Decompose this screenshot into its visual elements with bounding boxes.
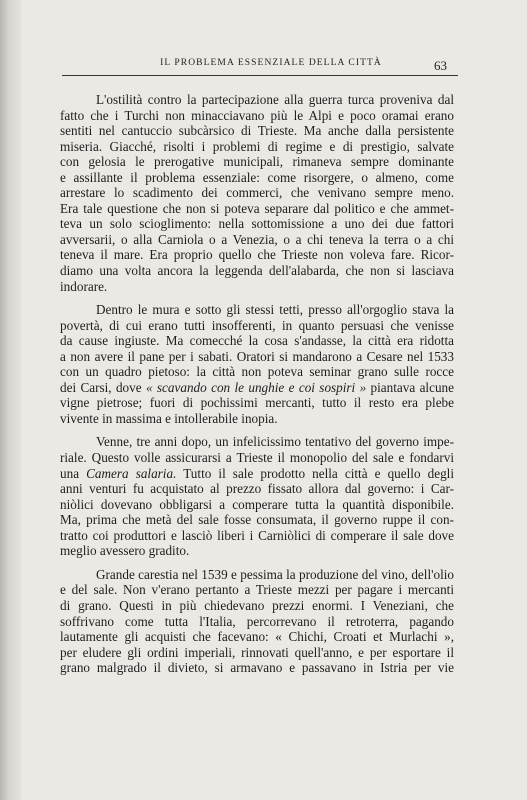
text-line: per eludere gli ordini imperiali, rinnovati quell'anno, e per esportare il bbox=[60, 644, 454, 660]
paragraph-1 bbox=[60, 92, 454, 294]
quote-before: dei Carsi, dove bbox=[60, 379, 146, 395]
paragraph-3 bbox=[60, 434, 454, 558]
text-line: e assillante il problema essenziale: come risorgere, o almeno, come bbox=[60, 169, 454, 185]
text-line: a non avere il pane per i sabati. Oratori si mandarono a Cesare nel 1533 bbox=[60, 348, 454, 364]
text-line: grano malgrado il divieto, si armavano e passavano in Istria per vie bbox=[60, 660, 454, 676]
text-line: vivente in massima e intollerabile inopia. bbox=[60, 410, 278, 426]
text-line: Dentro le mura e sotto gli stessi tetti, presso all'orgoglio stava la bbox=[96, 302, 454, 318]
text-line: e del sale. Non v'erano pertanto a Trieste mezzi per pagare i mercanti bbox=[60, 582, 454, 598]
text-line: da cause ingiuste. Ma comecché la cosa s'andasse, la città era ridotta bbox=[60, 333, 454, 349]
paragraph-4 bbox=[60, 567, 454, 676]
text-line: arrestare lo scadimento dei commerci, che venivano sempre meno. bbox=[60, 185, 454, 201]
text-line: povertà, di cui erano tutti insofferenti, in quanto persuasi che venisse bbox=[60, 317, 454, 333]
scan-binding-shadow bbox=[0, 0, 22, 800]
text-line: miseria. Giacché, risolti i problemi di regime e di prestigio, salvate bbox=[60, 138, 454, 154]
text-line: teva un solo scioglimento: nella sottomissione a uno dei due fattori bbox=[60, 216, 454, 232]
text-line: Venne, tre anni dopo, un infelicissimo tentativo del governo impe- bbox=[96, 434, 454, 450]
book-page bbox=[22, 0, 527, 800]
text-line: avversarii, o alla Carniola o a Venezia, o a chi teneva la terra o a chi bbox=[60, 231, 454, 247]
text-line: fatto che i Turchi non minacciavano più le Alpi e poco oramai erano bbox=[60, 107, 454, 123]
text-line-with-quote bbox=[60, 380, 454, 396]
text-line: L'ostilità contro la partecipazione alla guerra turca proveniva dal bbox=[96, 92, 454, 107]
text-line: tratto coi produttori e lasciò liberi i Carniòlici di comperare il sale dove bbox=[60, 527, 454, 543]
text-line: anni venturi fu acquistato al prezzo fissato allora dal governo: i Car- bbox=[60, 481, 454, 497]
text-line: niòlici dovevano obbligarsi a comperare tutta la quantità disponibile. bbox=[60, 496, 454, 512]
quote-after: piantava alcune bbox=[366, 379, 454, 395]
text-line: soffrivano come tutta l'Italia, percorrevano il retroterra, pagando bbox=[60, 613, 454, 629]
text-line: diamo una volta ancora la leggenda dell'alabarda, che non si lasciava bbox=[60, 263, 454, 279]
italic-quote: « scavando con le unghie e coi sospiri » bbox=[145, 379, 367, 395]
text-line: Era tale questione che non si poteva separare dal politico e che ammet- bbox=[60, 200, 454, 216]
running-title: IL PROBLEMA ESSENZIALE DELLA CITTÀ bbox=[160, 58, 382, 68]
text-line: Ma, prima che metà del sale fosse consumata, il governo ruppe il con- bbox=[60, 512, 454, 528]
text-line: con un quadro pietoso: la città non poteva seminar grano sulle rocce bbox=[60, 364, 454, 380]
italic-before: una bbox=[60, 465, 87, 481]
header-rule bbox=[62, 75, 458, 76]
text-line: indorare. bbox=[60, 278, 108, 294]
italic-term: Camera salaria. bbox=[86, 465, 177, 481]
italic-after: Tutto il sale prodotto nella città e quello degli bbox=[176, 465, 454, 481]
text-line: di grano. Questi in più chiedevano prezzi enormi. I Veneziani, che bbox=[60, 597, 454, 613]
page-number: 63 bbox=[434, 58, 447, 73]
text-line-with-italic bbox=[60, 466, 454, 482]
text-line: riale. Questo volle assicurarsi a Trieste il monopolio del sale e fondarvi bbox=[60, 450, 454, 466]
text-line: lautamente gli acquisti che facevano: « Chichi, Croati et Murlachi », bbox=[60, 629, 454, 645]
text-line: Grande carestia nel 1539 e pessima la produzione del vino, dell'olio bbox=[96, 566, 454, 582]
text-line: sentiti nel cantuccio subcàrsico di Trieste. Ma anche dalla persistente bbox=[60, 123, 454, 139]
text-line: meglio avessero gradito. bbox=[60, 543, 190, 559]
text-line: teneva il mare. Era proprio quello che Trieste non voleva fare. Ricor- bbox=[60, 247, 454, 263]
body-text bbox=[60, 92, 454, 676]
text-line: con gelosia le prerogative municipali, rimaneva sempre dominante bbox=[60, 154, 454, 170]
paragraph-2 bbox=[60, 302, 454, 426]
text-line: vigne pietrose; fuori di pochissimi mercanti, tutto il resto era plebe bbox=[60, 395, 454, 411]
